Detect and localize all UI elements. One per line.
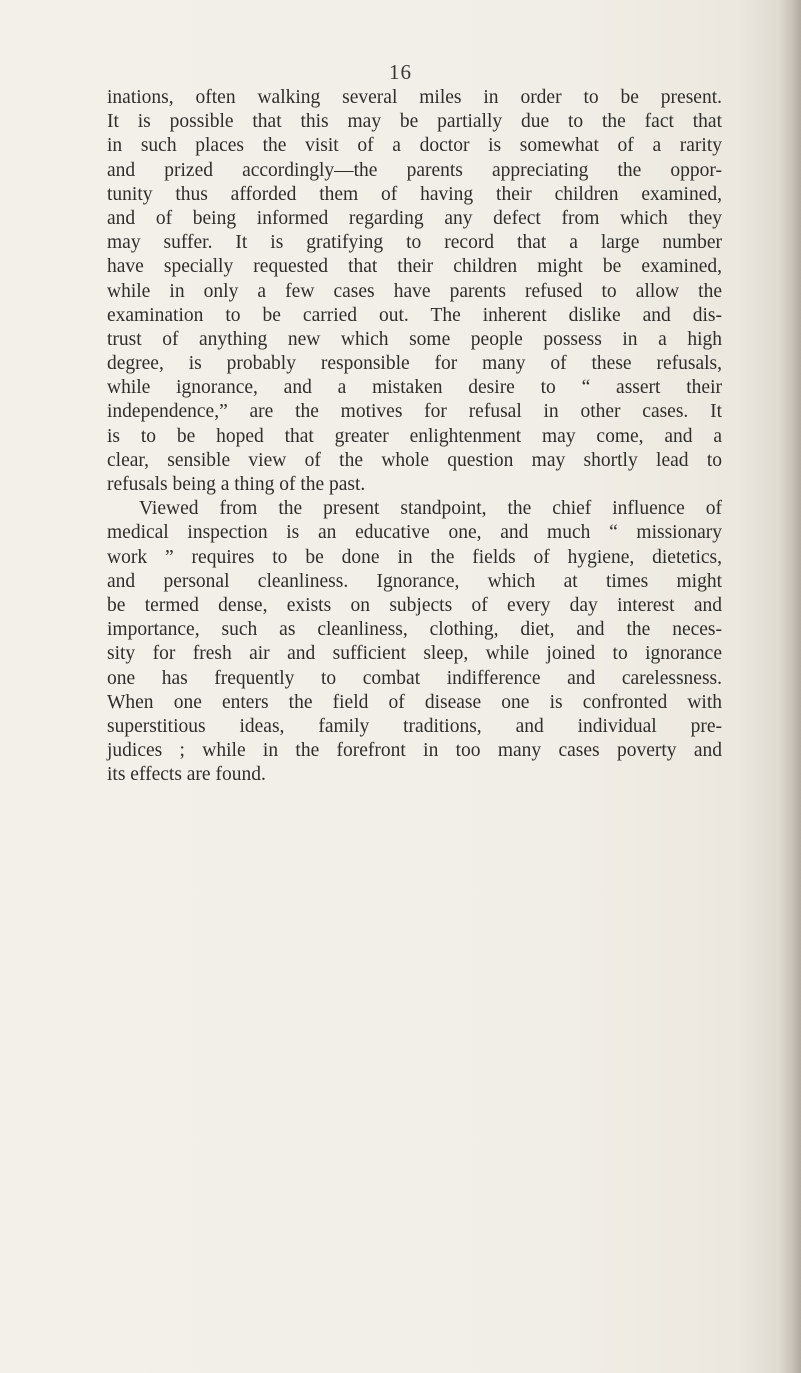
text-line: sity for fresh air and sufficient sleep, while joined to ignorance: [107, 643, 722, 665]
text-line: and personal cleanliness. Ignorance, which at times might: [107, 570, 722, 592]
text-line: work ” requires to be done in the fields of hygiene, dietetics,: [107, 546, 722, 568]
text-line: judices ; while in the forefront in too many cases poverty and: [107, 740, 722, 762]
text-line: be termed dense, exists on subjects of every day interest and: [107, 594, 722, 616]
text-line: independence,” are the motives for refusal in other cases. It: [107, 401, 722, 423]
text-line: superstitious ideas, family traditions, and individual pre-: [107, 715, 722, 737]
page-number: 16: [389, 60, 412, 84]
text-line: while ignorance, and a mistaken desire to “ assert their: [107, 377, 722, 399]
text-line: When one enters the field of disease one is confronted with: [107, 691, 722, 713]
text-line: examination to be carried out. The inherent dislike and dis-: [107, 304, 722, 326]
text-line: It is possible that this may be partially due to the fact that: [107, 111, 722, 133]
text-line: medical inspection is an educative one, and much “ missionary: [107, 522, 722, 544]
page-edge-shadow: [779, 0, 801, 1373]
text-line: is to be hoped that greater enlightenment may come, and a: [107, 425, 722, 447]
text-line: degree, is probably responsible for many of these refusals,: [107, 353, 722, 375]
text-line: inations, often walking several miles in order to be present.: [107, 87, 722, 108]
paragraph-end-line: refusals being a thing of the past.: [107, 474, 366, 495]
text-line: and prized accordingly—the parents appreciating the oppor-: [107, 159, 722, 181]
text-line: importance, such as cleanliness, clothing, diet, and the neces-: [107, 619, 722, 641]
text-line: and of being informed regarding any defect from which they: [107, 207, 722, 229]
text-line: trust of anything new which some people possess in a high: [107, 328, 722, 350]
text-line: one has frequently to combat indifference and carelessness.: [107, 667, 722, 689]
text-line: tunity thus afforded them of having their children examined,: [107, 183, 722, 205]
text-line: clear, sensible view of the whole question may shortly lead to: [107, 449, 722, 471]
paragraph-end-line: its effects are found.: [107, 764, 266, 786]
text-line: while in only a few cases have parents refused to allow the: [107, 280, 722, 302]
text-line: in such places the visit of a doctor is somewhat of a rarity: [107, 135, 722, 157]
paragraph-start-line: Viewed from the present standpoint, the chief influence of: [139, 498, 722, 520]
body-text: [107, 86, 722, 787]
text-line: have specially requested that their children might be examined,: [107, 256, 722, 278]
text-line: may suffer. It is gratifying to record that a large number: [107, 232, 722, 254]
